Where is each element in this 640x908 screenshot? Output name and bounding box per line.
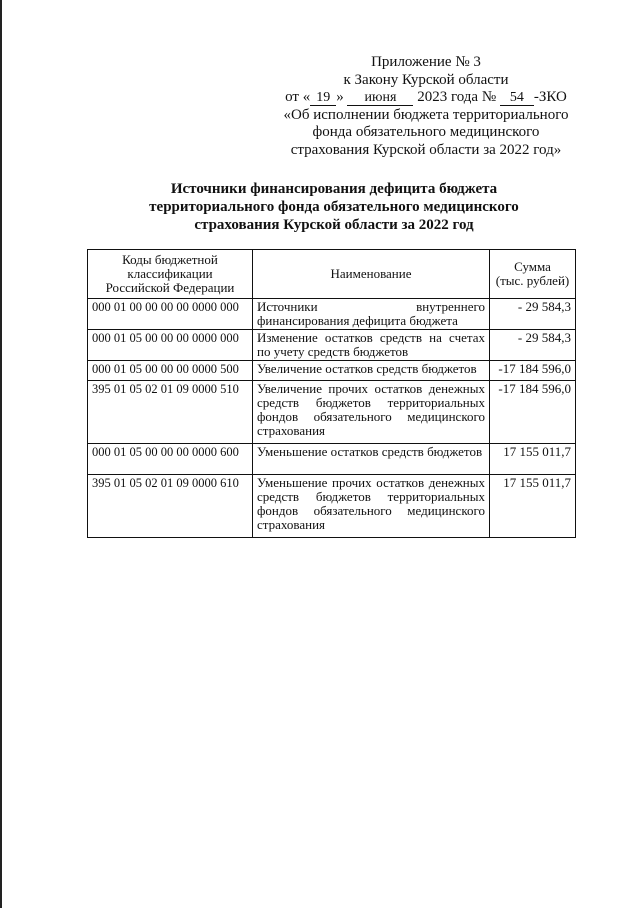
row-sum: -17 184 596,0 [490,361,576,381]
title-line-1: Источники финансирования дефицита бюджета [170,181,498,197]
title-line-2: территориального фонда обязательного медицинского [149,199,519,215]
row-code: 000 01 00 00 00 00 0000 000 [88,299,253,330]
table-row [88,381,576,444]
row-sum: 17 155 011,7 [490,444,576,475]
row-code: 395 01 05 02 01 09 0000 610 [88,475,253,538]
row-name: Уменьшение прочих остатков денежных средств бюджетов территориальных фондов обязательного медицинского страхования [253,475,490,538]
row-name: Уменьшение остатков средств бюджетов [253,444,490,475]
scan-left-edge [0,0,2,908]
law-title-line-3: страхования Курской области за 2022 год» [290,141,562,158]
table-row [88,444,576,475]
date-prefix: от « [285,89,311,105]
row-sum: -17 184 596,0 [490,381,576,444]
row-sum: 17 155 011,7 [490,475,576,538]
row-sum: - 29 584,3 [490,330,576,361]
law-date-line [262,89,590,107]
row-name: Увеличение остатков средств бюджетов [253,361,490,381]
table-header-row [88,250,576,299]
row-name: Источники внутреннего финансирования дефицита бюджета [253,299,490,330]
date-mid: » [336,89,344,105]
row-code: 000 01 05 00 00 00 0000 500 [88,361,253,381]
document-title [120,180,548,234]
financing-sources-table [87,249,576,538]
table-row [88,330,576,361]
table-row [88,475,576,538]
row-code: 000 01 05 00 00 00 0000 600 [88,444,253,475]
date-month: июня [347,91,413,106]
title-line-3: страхования Курской области за 2022 год [194,217,474,233]
date-day: 19 [310,91,336,106]
row-code: 395 01 05 02 01 09 0000 510 [88,381,253,444]
appendix-header [262,54,590,159]
header-sum: Сумма (тыс. рублей) [490,250,576,299]
date-year: 2023 года № [417,89,497,105]
header-codes: Коды бюджетной классификации Российской Федерации [88,250,253,299]
appendix-number: Приложение № 3 [371,54,481,70]
row-code: 000 01 05 00 00 00 0000 000 [88,330,253,361]
law-number: 54 [500,91,534,106]
row-name: Изменение остатков средств на счетах по учету средств бюджетов [253,330,490,361]
law-suffix: -ЗКО [533,89,567,105]
row-name: Увеличение прочих остатков денежных средств бюджетов территориальных фондов обязательного медицинского страхования [253,381,490,444]
table-row [88,361,576,381]
header-name: Наименование [253,250,490,299]
row-sum: - 29 584,3 [490,299,576,330]
table-row [88,299,576,330]
law-title-line-2: фонда обязательного медицинского [312,124,540,140]
law-reference: к Закону Курской области [343,71,509,88]
law-title-line-1: «Об исполнении бюджета территориального [283,106,569,123]
